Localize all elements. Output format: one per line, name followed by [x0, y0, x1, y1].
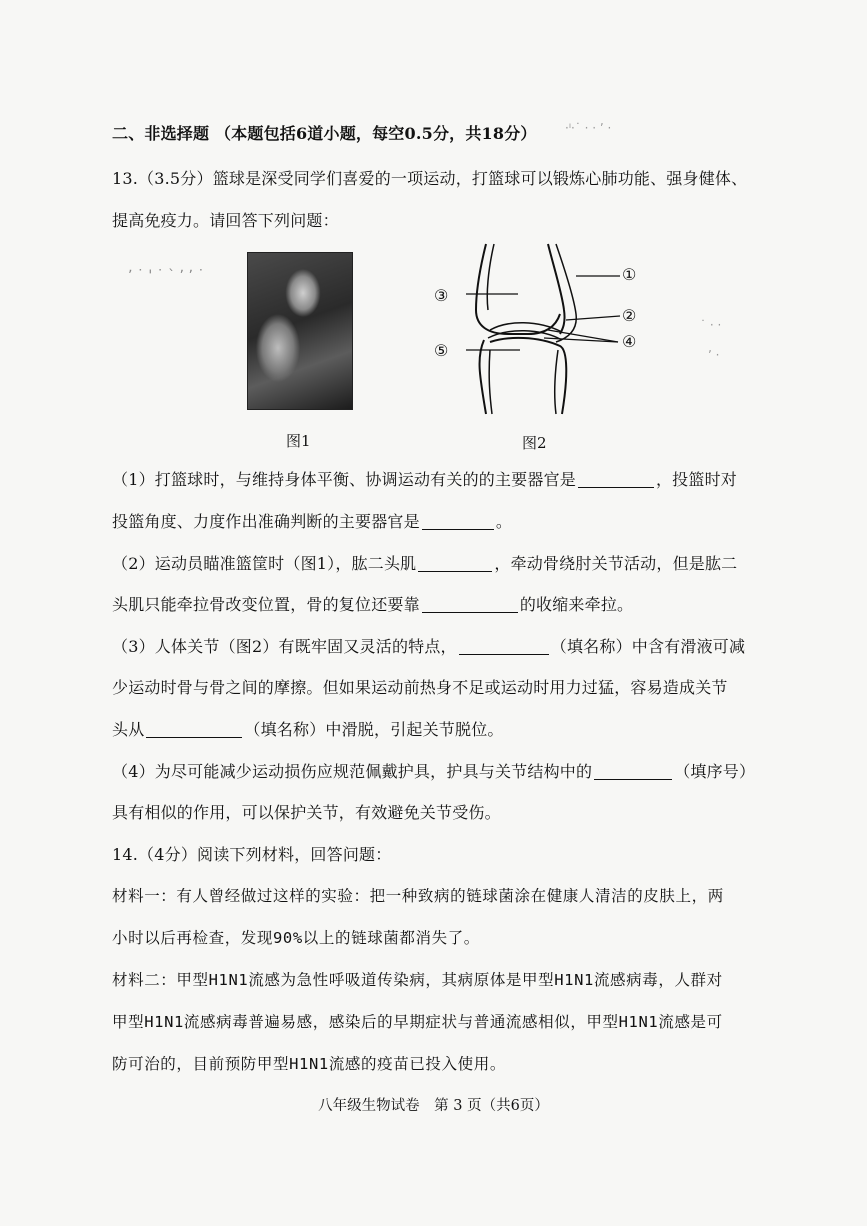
q14-material1-line1: 材料一：有人曾经做过这样的实验：把一种致病的链球菌涂在健康人清洁的皮肤上，两: [112, 887, 724, 905]
fig2-label-1: ①: [622, 265, 637, 284]
q14-material2-line1: 材料二：甲型H1N1流感为急性呼吸道传染病，其病原体是甲型H1N1流感病毒，人群对: [112, 971, 723, 989]
answer-blank[interactable]: [578, 471, 654, 488]
q13-part4-line1: [112, 759, 755, 782]
fig2-label-4: ④: [622, 332, 637, 351]
scan-smudge: ·ᴵ·˙ · · ʼ ·: [565, 121, 612, 135]
figure2-caption: 图2: [522, 434, 547, 452]
q13-part3-line1: [112, 634, 745, 657]
q13-part3-line2: 少运动时骨与骨之间的摩擦。但如果运动前热身不足或运动时用力过猛，容易造成关节: [112, 678, 728, 697]
q13-part3-text-c: 头从: [112, 720, 145, 739]
q13-part1-text-b: ，投篮时对: [655, 470, 737, 489]
q13-part4-line2: 具有相似的作用，可以保护关节，有效避免关节受伤。: [112, 803, 501, 822]
q13-part4-text-b: （填序号）: [674, 762, 756, 781]
page-footer: 八年级生物试卷 第 3 页（共6页）: [318, 1098, 549, 1114]
q13-part2-line2: [112, 592, 633, 615]
q13-part2-line1: [112, 551, 737, 574]
answer-blank[interactable]: [594, 763, 672, 780]
figure1-caption: 图1: [286, 432, 311, 450]
fig2-label-3: ③: [434, 286, 449, 305]
answer-blank[interactable]: [418, 555, 492, 572]
q14-material2-line3: 防可治的，目前预防甲型H1N1流感的疫苗已投入使用。: [112, 1055, 506, 1073]
answer-blank[interactable]: [422, 596, 518, 613]
q14-stem: 14.（4分）阅读下列材料，回答问题：: [112, 845, 392, 864]
figure1-basketball-photo: [247, 252, 353, 410]
answer-blank[interactable]: [422, 513, 494, 530]
scan-smudge: ʼ ˙ ' ˙ ` ʼ ʼ ˙: [128, 268, 205, 284]
q13-part4-text-a: （4）为尽可能减少运动损伤应规范佩戴护具，护具与关节结构中的: [112, 762, 593, 781]
q14-material1-line2: 小时以后再检查，发现90%以上的链球菌都消失了。: [112, 929, 480, 947]
q13-stem-line2: 提高免疫力。请回答下列问题：: [112, 211, 339, 230]
q14-material2-line2: 甲型H1N1流感病毒普遍易感，感染后的早期症状与普通流感相似，甲型H1N1流感是可: [112, 1013, 723, 1031]
q13-part2-text-c: 头肌只能牵拉骨改变位置，骨的复位还要靠: [112, 595, 420, 614]
section-title: 二、非选择题 （本题包括6道小题，每空0.5分，共18分）: [112, 124, 537, 143]
fig2-label-2: ②: [622, 306, 637, 325]
q13-stem-line1: 13.（3.5分）篮球是深受同学们喜爱的一项运动，打篮球可以锻炼心肺功能、强身健体、: [112, 169, 748, 188]
q13-part2-text-d: 的收缩来牵拉。: [519, 595, 634, 614]
q13-part1-text-c: 投篮角度、力度作出准确判断的主要器官是: [112, 512, 420, 531]
q13-part1-text-d: 。: [495, 512, 513, 531]
q13-part3-text-d: （填名称）中滑脱，引起关节脱位。: [244, 720, 504, 739]
q13-part3-line3: [112, 717, 504, 740]
q13-part1-text-a: （1）打篮球时，与维持身体平衡、协调运动有关的的主要器官是: [112, 470, 576, 489]
q13-part3-text-b: （填名称）中含有滑液可减: [550, 637, 746, 656]
fig2-label-5: ⑤: [434, 341, 449, 360]
scan-smudge: ʼ ·: [708, 348, 720, 362]
scan-smudge: ˙ · ·: [700, 318, 722, 332]
answer-blank[interactable]: [146, 721, 242, 738]
q13-part2-text-a: （2）运动员瞄准篮筐时（图1），肱二头肌: [112, 554, 417, 573]
q13-part1-line1: [112, 467, 737, 490]
q13-part1-line2: [112, 509, 512, 532]
q13-part2-text-b: ，牵动骨绕肘关节活动，但是肱二: [494, 554, 738, 573]
answer-blank[interactable]: [459, 638, 549, 655]
q13-part3-text-a: （3）人体关节（图2）有既牢固又灵活的特点，: [112, 637, 457, 656]
